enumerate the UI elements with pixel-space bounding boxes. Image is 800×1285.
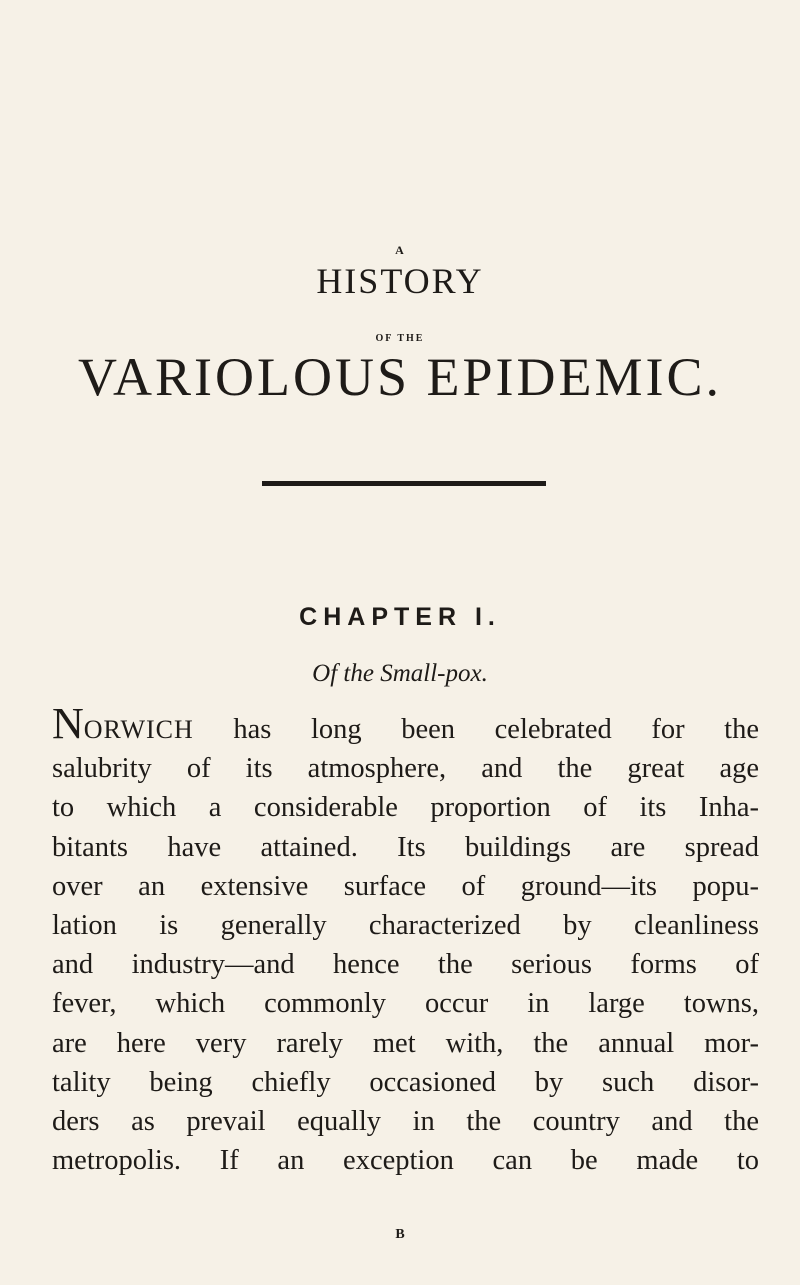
text-line: and industry—and hence the serious forms of [52, 949, 759, 981]
signature-mark: B [395, 1227, 405, 1242]
body-text [52, 699, 759, 1180]
title-pre-article: A [395, 243, 405, 257]
title-rule-divider [262, 481, 546, 486]
text-line: lation is generally characterized by cleanliness [52, 909, 759, 941]
chapter-subtitle: Of the Small-pox. [312, 660, 488, 687]
text-line [52, 699, 759, 749]
text-line: fever, which commonly occur in large towns, [52, 988, 759, 1020]
first-word-smallcaps: ORWICH [83, 715, 194, 744]
text-line: ders as prevail equally in the country and the [52, 1105, 759, 1137]
text-line: tality being chiefly occasioned by such disor- [52, 1066, 759, 1098]
text-line: salubrity of its atmosphere, and the great age [52, 753, 759, 785]
title-of-the: OF THE [375, 333, 425, 344]
main-title: VARIOLOUS EPIDEMIC. [77, 347, 723, 407]
text-line: are here very rarely met with, the annual mor- [52, 1027, 759, 1059]
title-history: HISTORY [316, 261, 484, 301]
drop-cap: N [52, 699, 84, 748]
text-line: bitants have attained. Its buildings are spread [52, 831, 759, 863]
text-line: metropolis. If an exception can be made to [52, 1145, 759, 1177]
chapter-heading: CHAPTER I. [299, 603, 501, 631]
text-line: to which a considerable proportion of its Inha- [52, 792, 759, 824]
text-line: over an extensive surface of ground—its popu- [52, 870, 759, 902]
text-line-rest: has long been celebrated for the [193, 714, 759, 745]
